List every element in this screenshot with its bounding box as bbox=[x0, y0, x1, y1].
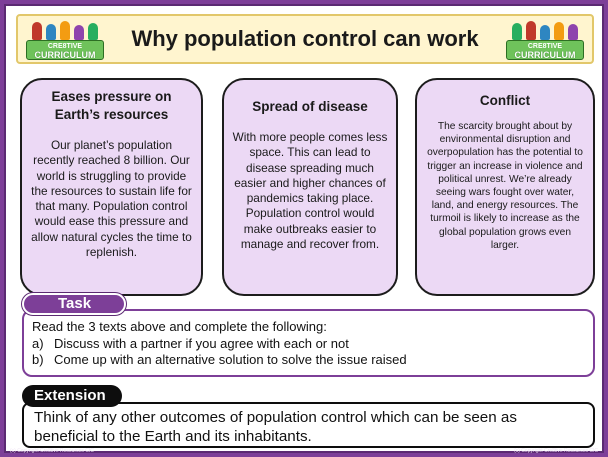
copyright-left: (c) Copyright Cre8tive Resources CIC bbox=[10, 448, 94, 454]
copyright-right: (c) Copyright Cre8tive Resources CIC bbox=[514, 448, 598, 454]
curriculum-logo bbox=[26, 20, 104, 60]
card-title: Conflict bbox=[479, 93, 531, 108]
list-marker: a) bbox=[32, 335, 44, 351]
extension-box bbox=[22, 402, 595, 448]
list-text: Come up with an alternative solution to solve the issue raised bbox=[54, 352, 407, 367]
logo-people-icon bbox=[510, 20, 580, 40]
list-item bbox=[32, 352, 585, 369]
logo-people-icon bbox=[30, 20, 100, 40]
task-list bbox=[32, 336, 585, 369]
extension-text: Think of any other outcomes of population control which can be seen as beneficial to the Earth and its inhabitants. bbox=[34, 409, 517, 445]
slide bbox=[4, 4, 604, 453]
logo-text-top: CRE8TIVE bbox=[47, 43, 83, 50]
card-body: The scarcity brought about by environmental disruption and overpopulation has the potential to trigger an increase in violence and political unrest. We’re already seeing wars fought over water, land, and energy resources. The turmoil is likely to increase as the global population grows even larger. bbox=[427, 121, 583, 251]
list-text: Discuss with a partner if you agree with each or not bbox=[54, 335, 349, 351]
logo-text-top: CRE8TIVE bbox=[527, 43, 563, 50]
list-item bbox=[32, 336, 585, 353]
card-body: Our planet’s population recently reached 8 billion. Our world is struggling to provide the resources to sustain life for that many. Population control would ease this pressure and allow natural cycles the time to replenish. bbox=[31, 138, 192, 260]
task-intro: Read the 3 texts above and complete the following: bbox=[32, 319, 327, 334]
task-box bbox=[22, 309, 595, 377]
curriculum-logo bbox=[506, 20, 584, 60]
card-disease bbox=[222, 78, 398, 296]
list-marker: b) bbox=[32, 352, 44, 367]
header-banner bbox=[16, 14, 594, 64]
card-title: Eases pressure on Earth’s resources bbox=[51, 89, 172, 122]
card-conflict bbox=[415, 78, 595, 296]
page-title: Why population control can work bbox=[131, 26, 479, 51]
logo-text-bottom: CURRICULUM bbox=[514, 50, 576, 60]
task-label: Task bbox=[22, 293, 126, 315]
logo-text-bottom: CURRICULUM bbox=[34, 50, 96, 60]
card-body: With more people comes less space. This can lead to disease spreading much easier and higher chances of pandemics taking place. Population control would make outbreaks easier to manage and recover from. bbox=[232, 130, 388, 252]
extension-label: Extension bbox=[22, 385, 122, 407]
card-resources bbox=[20, 78, 203, 296]
card-title: Spread of disease bbox=[252, 99, 368, 114]
